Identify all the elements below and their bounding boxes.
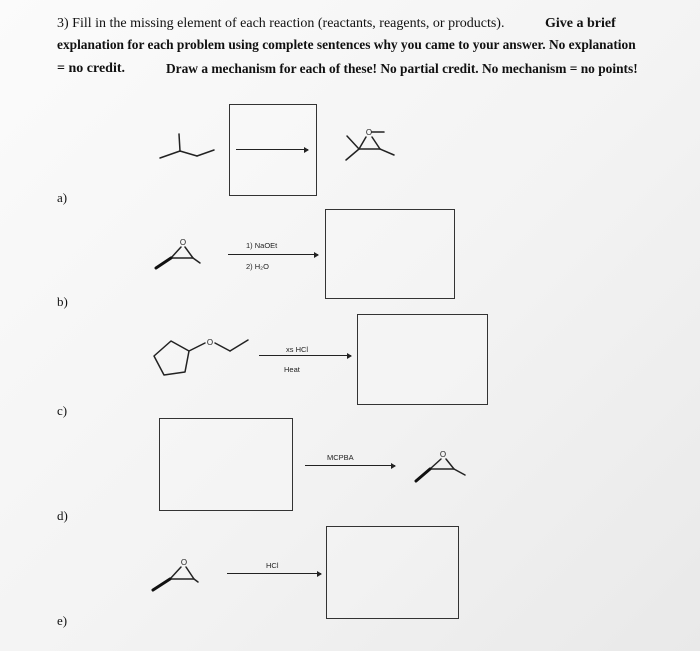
reagent-d: MCPBA [327,453,354,462]
oxygen-label-b: O [179,238,187,247]
problem-label-d: d) [57,508,68,523]
problem-label-b: b) [57,294,68,309]
bold-bond-b [156,258,171,268]
problem-label-a: a) [57,190,68,205]
instruction-text: 3) Fill in the missing element of each reaction (reactants, reagents, or products). [57,16,505,31]
problem-label-c: c) [57,403,68,418]
oxygen-label-a: O [365,128,373,137]
instruction-emphasis: Give a brief [545,16,616,31]
bold-bond-e [153,579,170,590]
instruction-line-3b: Draw a mechanism for each of these! No partial credit. No mechanism = no points! [166,61,638,76]
reagent-e: HCl [266,561,279,570]
reagent-c-2: Heat [284,365,300,374]
oxygen-label-c: O [206,338,214,347]
reagent-b-step1: 1) NaOEt [246,241,278,250]
epoxide-product-d [416,459,465,481]
alkene-reactant-a [160,134,214,158]
oxygen-label-d: O [439,450,447,459]
cyclopentyl-ether-reactant-c [154,340,248,375]
reagent-c-1: xs HCl [286,345,309,354]
oxygen-label-e: O [180,558,188,567]
reagent-b-step2: 2) H₂O [246,262,269,271]
instruction-line-2: explanation for each problem using complete sentences why you came to your answer. No explanation [57,37,636,52]
bold-bond-d [416,469,430,481]
instruction-line-3a: = no credit. [57,61,125,76]
problem-label-e: e) [57,613,68,628]
